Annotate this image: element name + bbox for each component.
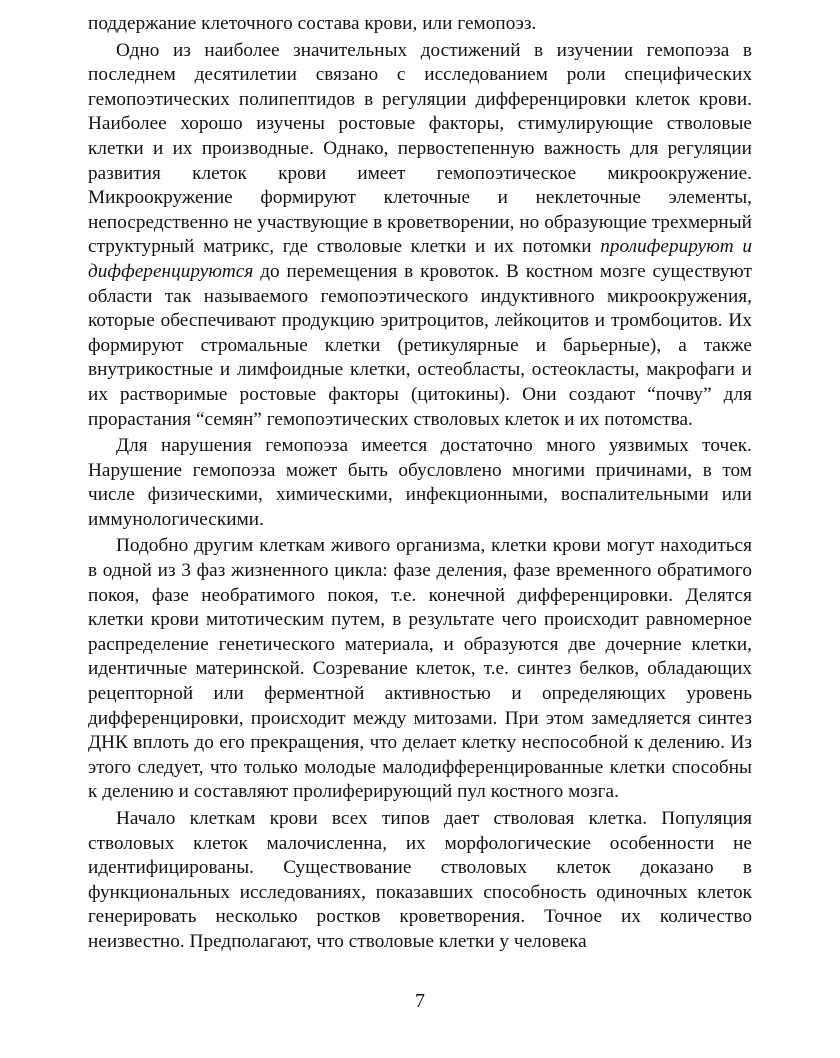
paragraph-2-text-before: Одно из наиболее значительных достижений в изучении гемопоэза в последнем десятилетии связано с исследованием роли специфических гемопоэтических полипептидов в регуляции дифференцировки клеток крови. Наиболее хорошо изучены ростовые факторы, стимулирующие стволовые клетки и их производные. Однако, первостепенную важность для регуляции развития клеток крови имеет гемопоэтическое микроокружение. Микроокружение формируют клеточные и неклеточные элементы, непосредственно не участвующие в кроветворении, но образующие трехмерный структурный матрикс, где стволовые клетки и их потомки (88, 39, 752, 258)
paragraph-2-italic-phrase: пролиферируют и дифференцируются (88, 236, 752, 282)
paragraph-2-text-after: до перемещения в кровоток. В костном мозге существуют области так называемого гемопоэтического индуктивного микроокружения, которые обеспечивают продукцию эритроцитов, лейкоцитов и тромбоцитов. Их формируют стромальные клетки (ретикулярные и барьерные), а также внутрикостные и лимфоидные клетки, остеобласты, остеокласты, макрофаги и их растворимые ростовые факторы (цитокины). Они создают “почву” для прорастания “семян” гемопоэтических стволовых клеток и их потомства. (88, 260, 752, 430)
paragraph-5-text: Начало клеткам крови всех типов дает стволовая клетка. Популяция стволовых клеток малочисленна, их морфологические особенности не идентифицированы. Существование стволовых клеток доказано в функциональных исследованиях, показавших способность одиночных клеток генерировать несколько ростков кроветворения. Точное их количество неизвестно. Предполагают, что стволовые клетки у человека (88, 808, 752, 952)
paragraph-3-text: Для нарушения гемопоэза имеется достаточно много уязвимых точек. Нарушение гемопоэза может быть обусловлено многими причинами, в том числе физическими, химическими, инфекционными, воспалительными или иммунологическими. (88, 435, 752, 530)
document-page (88, 12, 752, 955)
paragraph-5 (88, 807, 752, 955)
paragraph-2 (88, 39, 752, 433)
paragraph-3 (88, 434, 752, 532)
page-number: 7 (415, 990, 425, 1012)
paragraph-4-text: Подобно другим клеткам живого организма, клетки крови могут находиться в одной из 3 фаз жизненного цикла: фазе деления, фазе временного обратимого покоя, фазе необратимого покоя, т.е. конечной дифференцировки. Делятся клетки крови митотическим путем, в результате чего происходит равномерное распределение генетического материала, и образуются две дочерние клетки, идентичные материнской. Созревание клеток, т.е. синтез белков, обладающих рецепторной или ферментной активностью и определяющих уровень дифференцировки, происходит между митозами. При этом замедляется синтез ДНК вплоть до его прекращения, что делает клетку неспособной к делению. Из этого следует, что только молодые малодифференцированные клетки способны к делению и составляют пролиферирующий пул костного мозга. (88, 535, 752, 803)
paragraph-1-text: поддержание клеточного состава крови, или гемопоэз. (88, 13, 537, 34)
paragraph-4 (88, 534, 752, 805)
paragraph-1 (88, 12, 752, 37)
